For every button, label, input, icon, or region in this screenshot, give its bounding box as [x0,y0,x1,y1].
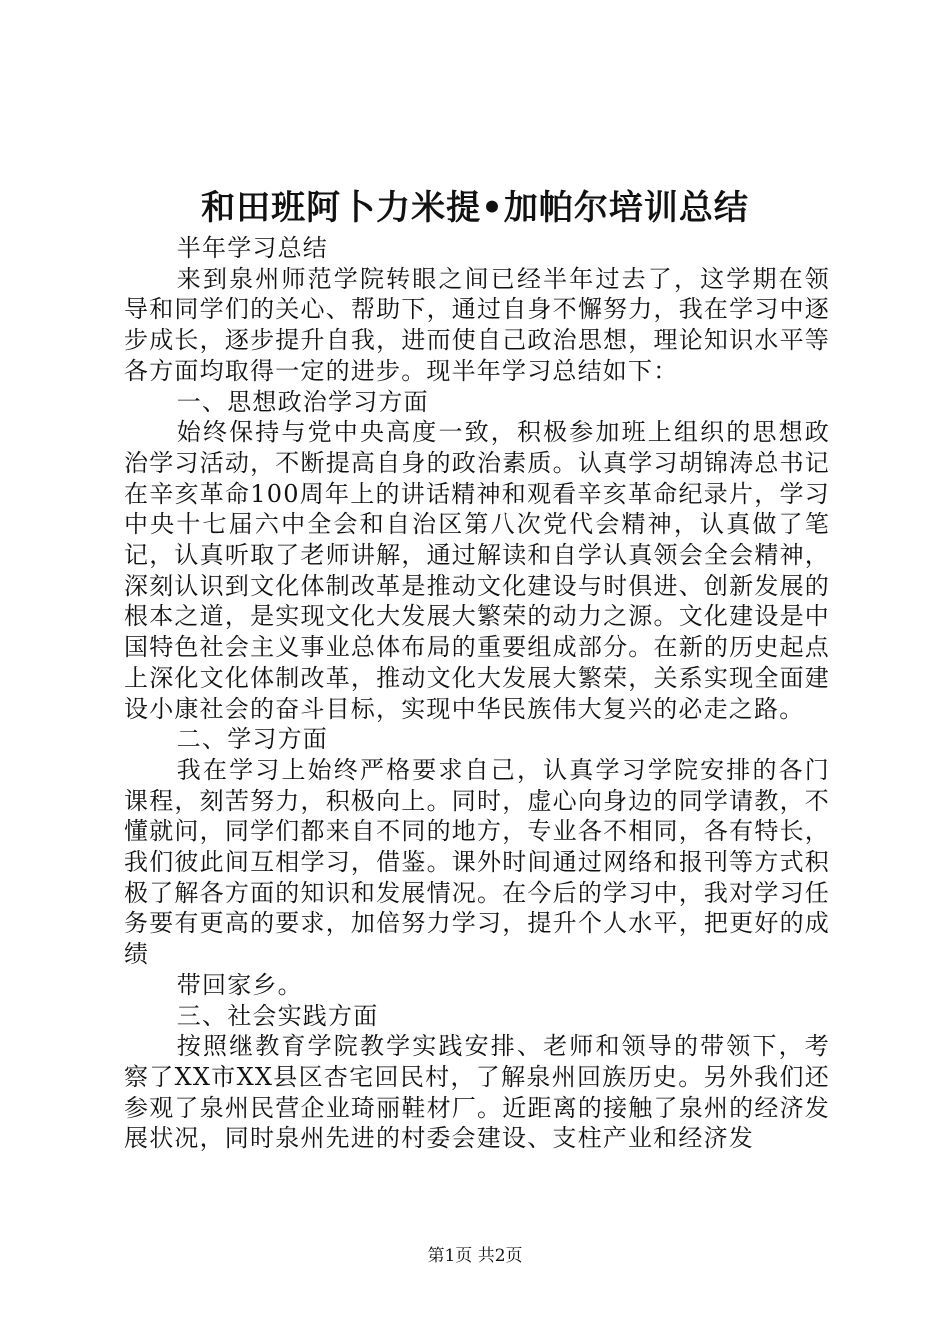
document-body [124,233,830,1154]
page-footer: 第1页 共2页 [427,1246,523,1266]
paragraph-study-continued: 带回家乡。 [176,970,303,999]
section-heading-practice: 三、社会实践方面 [176,1001,379,1030]
document-title: 和田班阿卜力米提•加帕尔培训总结 [201,188,749,228]
paragraph-practice: 按照继教育学院教学实践安排、老师和领导的带领下，考察了XX市XX县区杏宅回民村，了解泉州回族历史。另外我们还参观了泉州民营企业琦丽鞋材厂。近距离的接触了泉州的经济发展状况，同时泉州先进的村委会建设、支柱产业和经济发 [124,1032,830,1153]
paragraph-political: 始终保持与党中央高度一致，积极参加班上组织的思想政治学习活动，不断提高自身的政治素质。认真学习胡锦涛总书记在辛亥革命100周年上的讲话精神和观看辛亥革命纪录片，学习中央十七届六中全会和自治区第八次党代会精神，认真做了笔记，认真听取了老师讲解，通过解读和自学认真领会全会精神，深刻认识到文化体制改革是推动文化建设与时俱进、创新发展的根本之道，是实现文化大发展大繁荣的动力之源。文化建设是中国特色社会主义事业总体布局的重要组成部分。在新的历史起点上深化文化体制改革，推动文化大发展大繁荣，关系实现全面建设小康社会的奋斗目标，实现中华民族伟大复兴的必走之路。 [124,418,830,723]
paragraph-study: 我在学习上始终严格要求自己，认真学习学院安排的各门课程，刻苦努力，积极向上。同时，虚心向身边的同学请教，不懂就问，同学们都来自不同的地方，专业各不相同，各有特长，我们彼此间互相学习，借鉴。课外时间通过网络和报刊等方式积极了解各方面的知识和发展情况。在今后的学习中，我对学习任务要有更高的要求，加倍努力学习，提升个人水平，把更好的成绩 [124,755,830,969]
paragraph-intro: 来到泉州师范学院转眼之间已经半年过去了，这学期在领导和同学们的关心、帮助下，通过自身不懈努力，我在学习中逐步成长，逐步提升自我，进而使自己政治思想，理论知识水平等各方面均取得一定的进步。现半年学习总结如下： [124,264,830,385]
section-heading-study: 二、学习方面 [176,725,328,754]
paragraph-subtitle: 半年学习总结 [176,234,328,262]
section-heading-political: 一、思想政治学习方面 [176,387,429,416]
